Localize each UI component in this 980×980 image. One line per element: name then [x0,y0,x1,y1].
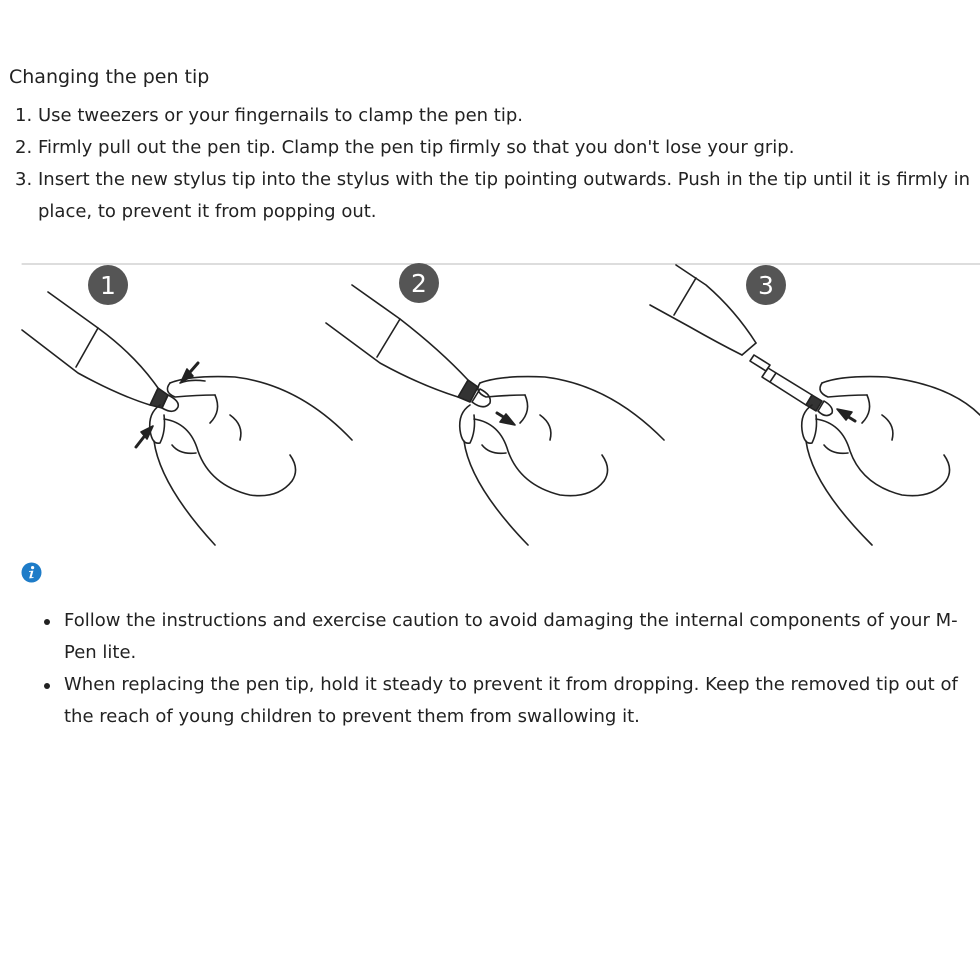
note-item [40,605,960,669]
svg-text:2: 2 [411,269,427,298]
step-item [15,132,975,164]
svg-text:1: 1 [100,271,116,300]
step-number: 3. [15,169,33,190]
step-3-figure [650,265,980,545]
step-item [15,100,975,132]
step-number: 2. [15,137,33,158]
info-icon [21,562,42,583]
bullet-icon [44,683,50,689]
svg-text:3: 3 [758,271,774,300]
step-1-figure [22,265,352,545]
notes-list [40,605,960,733]
note-item [40,669,960,733]
step-text: Use tweezers or your fingernails to clamp the pen tip. [38,105,523,126]
step-badge-1 [88,265,128,305]
step-badge-3 [746,265,786,305]
note-text: When replacing the pen tip, hold it steady to prevent it from dropping. Keep the removed tip out of the reach of young children to prevent them from swallowing it. [64,674,958,727]
step-text: Insert the new stylus tip into the stylus with the tip pointing outwards. Push in the tip until it is firmly in place, to prevent it from popping out. [38,169,971,222]
bullet-icon [44,619,50,625]
note-text: Follow the instructions and exercise caution to avoid damaging the internal components of your M-Pen lite. [64,610,958,663]
step-badge-2 [399,263,439,303]
step-item [15,164,975,228]
pen-tip-illustration [0,255,980,555]
page-title: Changing the pen tip [9,66,210,88]
steps-list [15,100,975,228]
step-text: Firmly pull out the pen tip. Clamp the pen tip firmly so that you don't lose your grip. [38,137,795,158]
step-number: 1. [15,105,33,126]
step-2-figure [326,263,664,545]
